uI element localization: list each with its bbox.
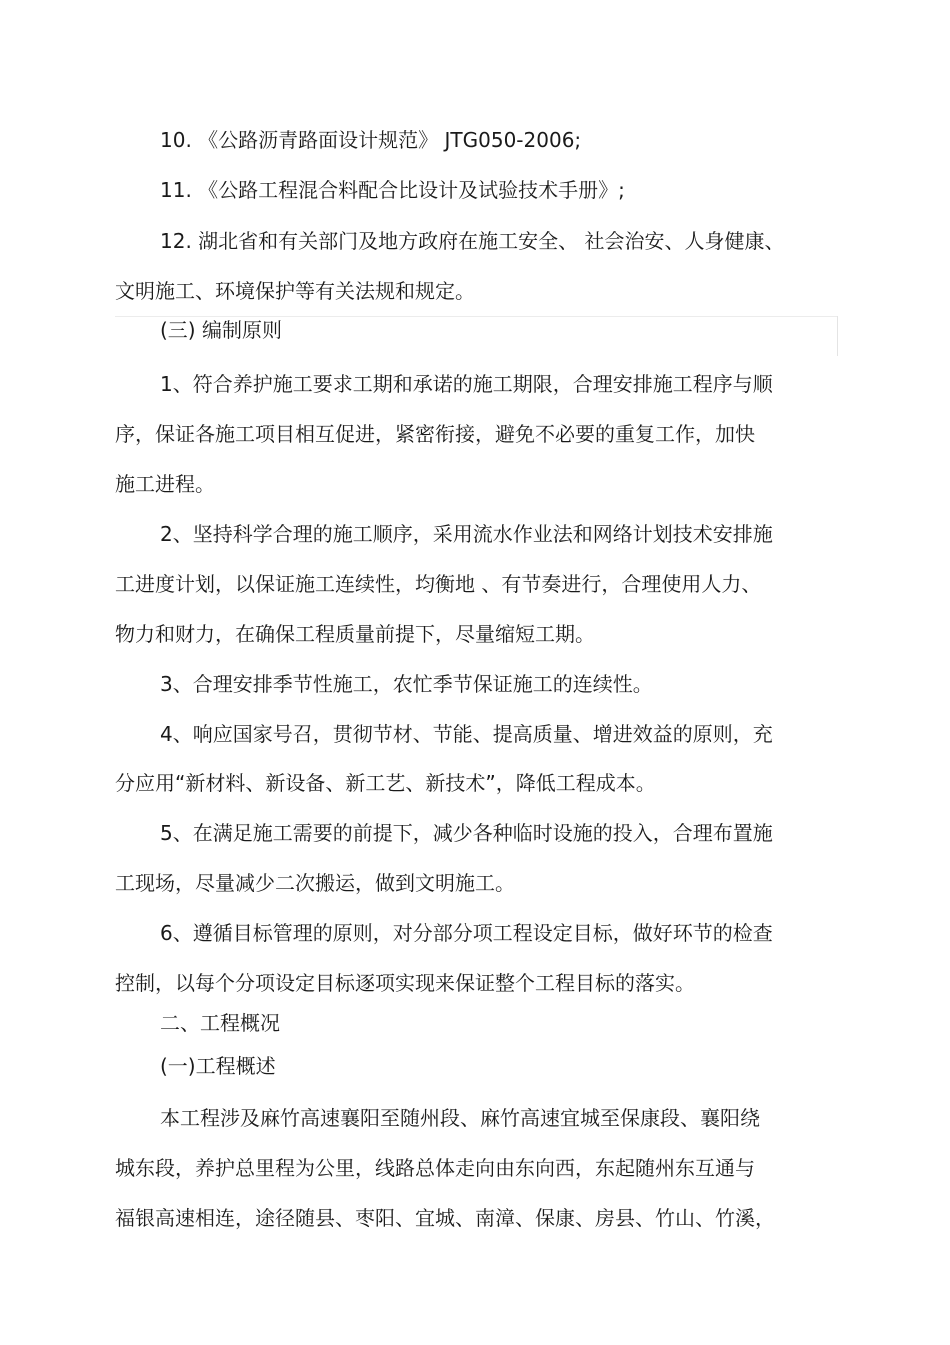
principle-3: 3、合理安排季节性施工，农忙季节保证施工的连续性。 <box>160 672 653 696</box>
ref-item-12: 12. 湖北省和有关部门及地方政府在施工安全、 社会治安、人身健康、 <box>160 229 785 253</box>
principle-5-cont: 工现场，尽量减少二次搬运，做到文明施工。 <box>115 871 515 895</box>
overview-paragraph: 本工程涉及麻竹高速襄阳至随州段、麻竹高速宜城至保康段、襄阳绕 <box>160 1106 760 1130</box>
subsection-heading-summary: (一)工程概述 <box>160 1054 276 1078</box>
principle-2-cont: 工进度计划，以保证施工连续性，均衡地 、有节奏进行，合理使用人力、 <box>115 572 762 596</box>
overview-paragraph-cont: 福银高速相连，途径随县、枣阳、宜城、南漳、保康、房县、竹山、竹溪， <box>115 1206 775 1230</box>
section-heading-principles: (三) 编制原则 <box>160 318 282 342</box>
table-border-right <box>837 316 838 356</box>
principle-4: 4、响应国家号召，贯彻节材、节能、提高质量、增进效益的原则，充 <box>160 722 773 746</box>
principle-1-cont: 序，保证各施工项目相互促进，紧密衔接，避免不必要的重复工作，加快 <box>115 422 755 446</box>
principle-5: 5、在满足施工需要的前提下，减少各种临时设施的投入，合理布置施 <box>160 821 773 845</box>
principle-6: 6、遵循目标管理的原则，对分部分项工程设定目标，做好环节的检查 <box>160 921 773 945</box>
principle-2-cont: 物力和财力，在确保工程质量前提下，尽量缩短工期。 <box>115 622 595 646</box>
overview-paragraph-cont: 城东段，养护总里程为公里，线路总体走向由东向西，东起随州东互通与 <box>115 1156 755 1180</box>
principle-6-cont: 控制，以每个分项设定目标逐项实现来保证整个工程目标的落实。 <box>115 971 695 995</box>
ref-item-11: 11. 《公路工程混合料配合比设计及试验技术手册》; <box>160 178 625 202</box>
ref-item-10: 10. 《公路沥青路面设计规范》 JTG050-2006; <box>160 128 582 152</box>
table-border-top <box>115 316 838 317</box>
section-heading-overview: 二、工程概况 <box>160 1011 280 1035</box>
principle-1-cont: 施工进程。 <box>115 472 215 496</box>
principle-4-cont: 分应用“新材料、新设备、新工艺、新技术”，降低工程成本。 <box>115 771 656 795</box>
ref-item-12-cont: 文明施工、环境保护等有关法规和规定。 <box>115 279 475 303</box>
principle-2: 2、坚持科学合理的施工顺序，采用流水作业法和网络计划技术安排施 <box>160 522 773 546</box>
principle-1: 1、符合养护施工要求工期和承诺的施工期限，合理安排施工程序与顺 <box>160 372 773 396</box>
